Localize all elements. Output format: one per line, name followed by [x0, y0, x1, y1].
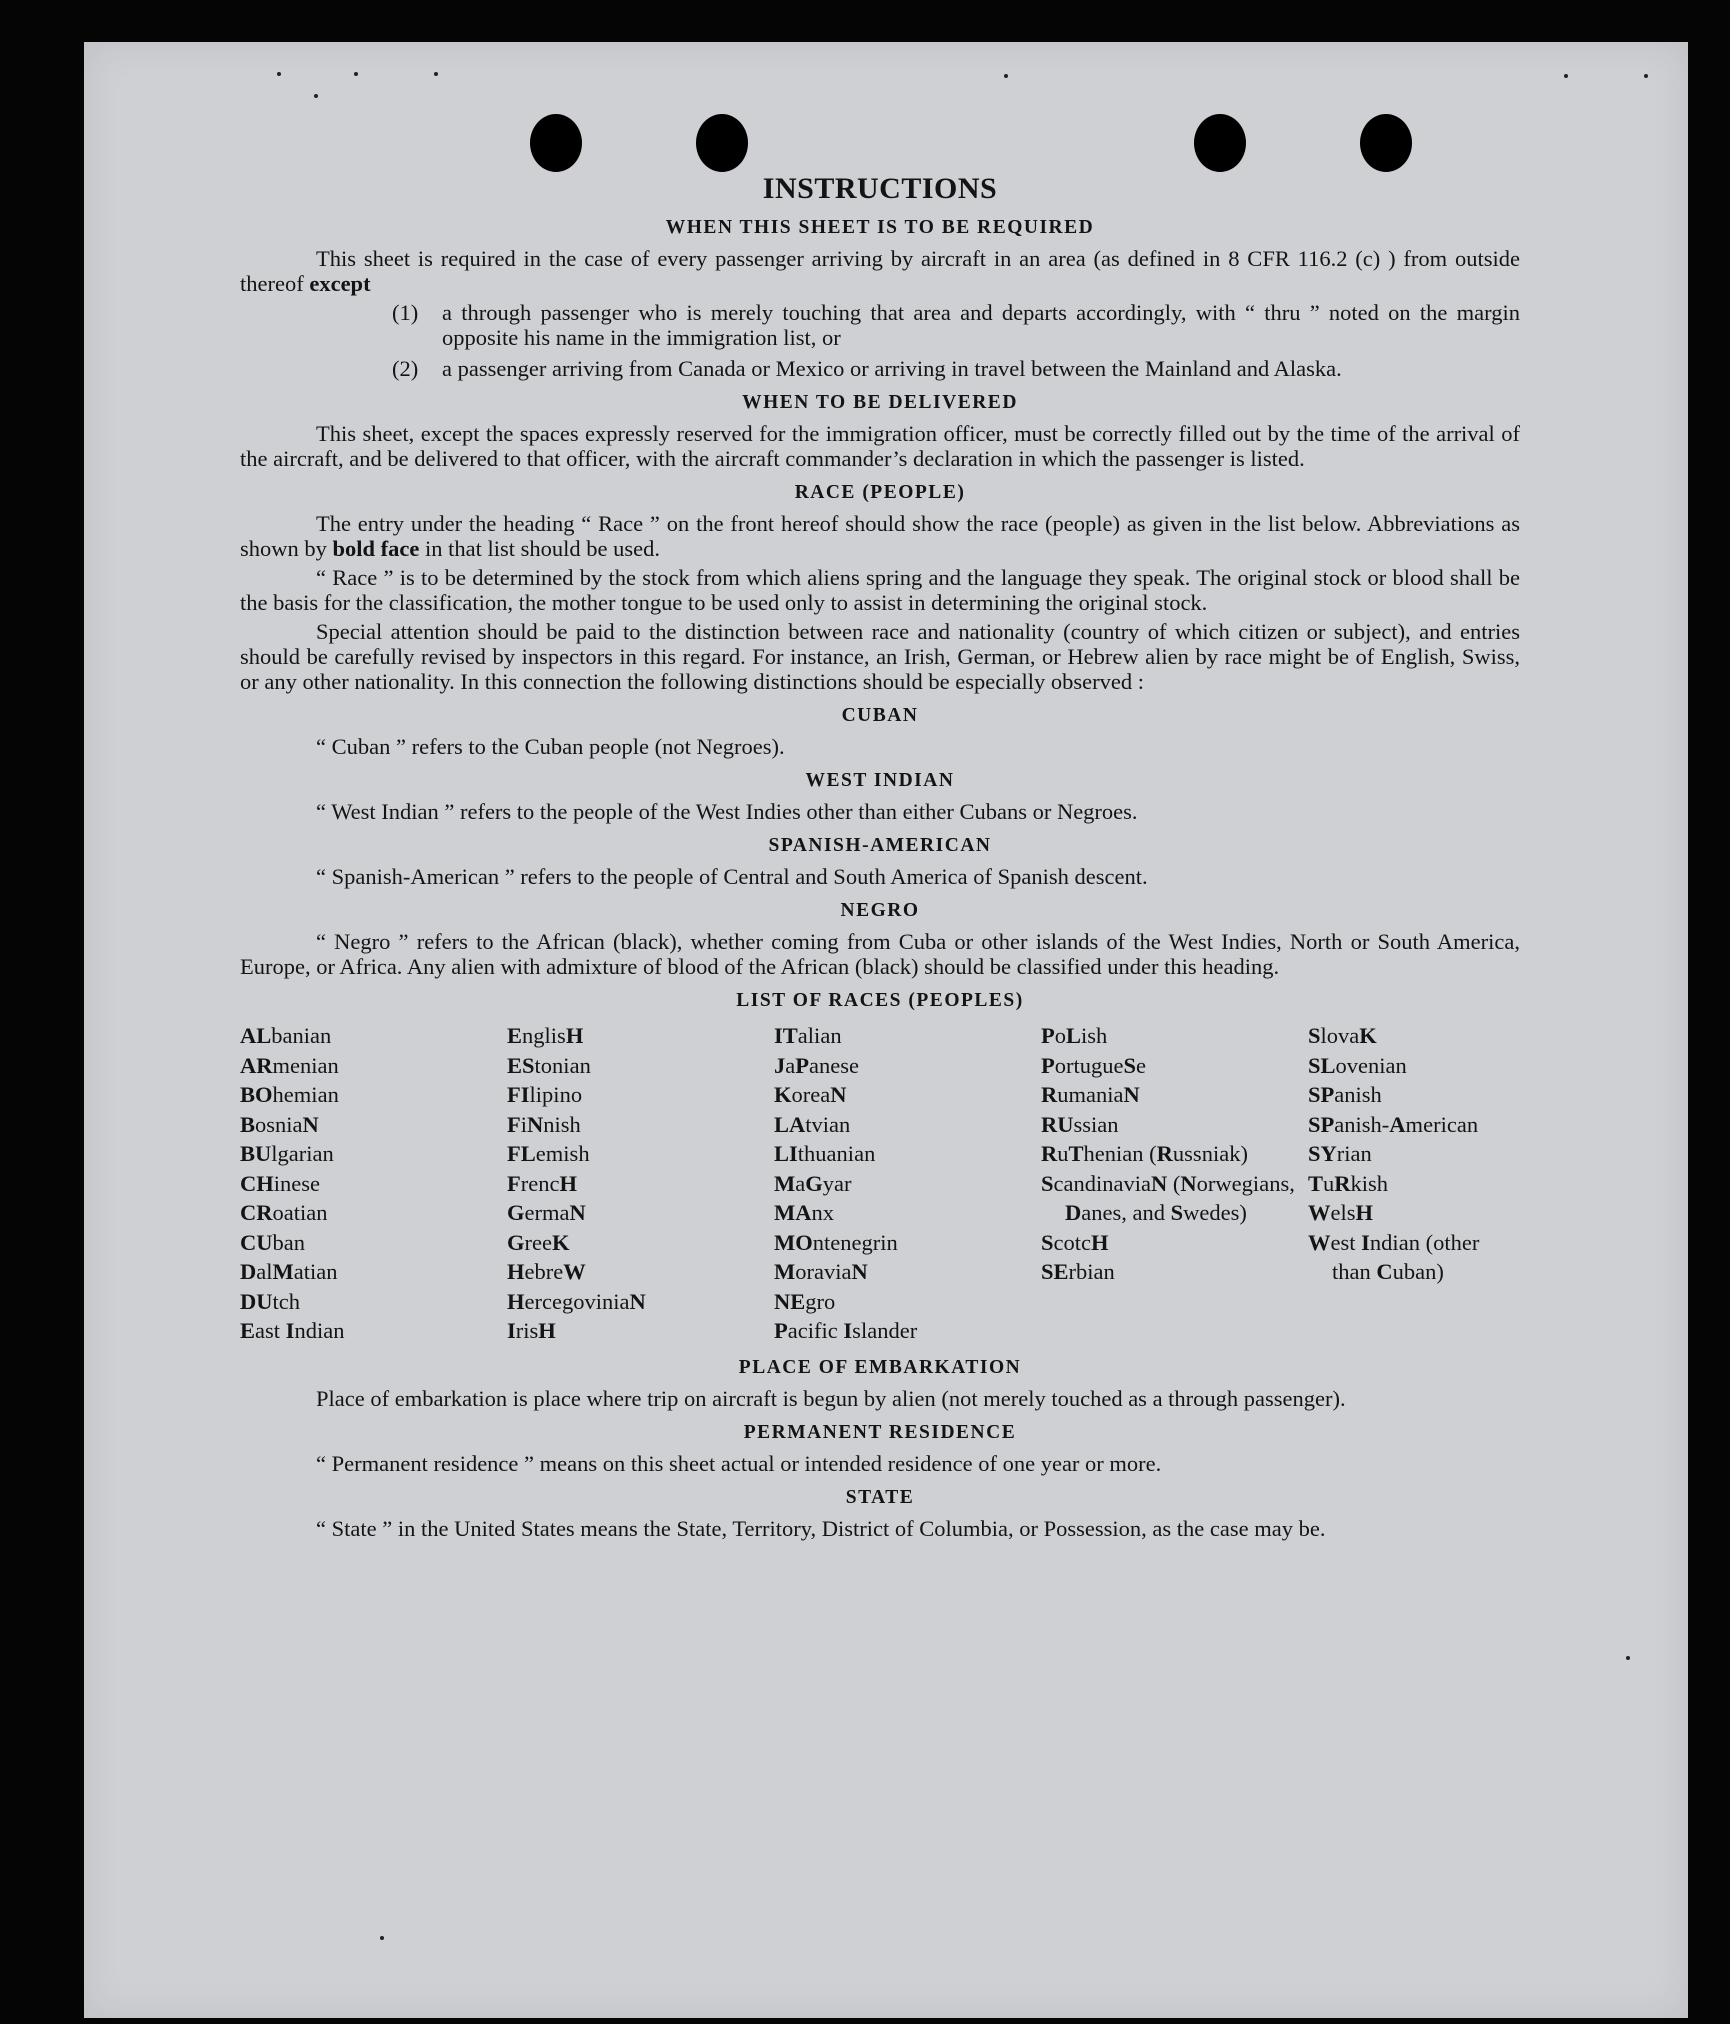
- race-entry: SPanish-American: [1308, 1111, 1479, 1137]
- race-paragraph-1: [240, 511, 1520, 561]
- race-entry: DUtch: [240, 1288, 301, 1314]
- race-entry: TuRkish: [1308, 1170, 1389, 1196]
- race-entry: DalMatian: [240, 1259, 338, 1284]
- race-entry: SLovenian: [1308, 1052, 1407, 1078]
- race-entry: Pacific Islander: [774, 1318, 918, 1343]
- heading-cuban: CUBAN: [841, 705, 919, 726]
- race-entry: RUssian: [1041, 1111, 1119, 1137]
- race-entry: MaGyar: [774, 1170, 852, 1196]
- state-text: “ State ” in the United States means the State, Territory, District of Columbia, or Possession, as the case may be.: [316, 1515, 1326, 1541]
- race-entry: ALbanian: [240, 1023, 332, 1048]
- race-entry: RuThenian (Russniak): [1041, 1141, 1248, 1166]
- cuban-text: “ Cuban ” refers to the Cuban people (not Negroes).: [316, 734, 785, 759]
- punch-hole: [696, 114, 748, 172]
- race-entry: CUban: [240, 1229, 305, 1255]
- speck: [1004, 74, 1008, 78]
- race-entry: ScandinaviaN (Norwegians, Danes, and Swedes): [1041, 1170, 1295, 1225]
- heading-permanent-residence: PERMANENT RESIDENCE: [743, 1421, 1017, 1443]
- speck: [1626, 1656, 1630, 1660]
- when-required-bold: except: [309, 271, 371, 296]
- race-entry: RumaniaN: [1041, 1082, 1140, 1107]
- race-entry: East Indian: [240, 1318, 345, 1343]
- race-paragraph-2: “ Race ” is to be determined by the stock from which aliens spring and the language they speak. The original stock or blood shall be the basis for the classification, the mother tongue to be used only to assist in determining the original stock.: [240, 565, 1520, 615]
- heading-when-required: WHEN THIS SHEET IS TO BE REQUIRED: [665, 217, 1095, 238]
- race-entry: SErbian: [1041, 1259, 1115, 1284]
- heading-race: RACE (PEOPLE): [794, 482, 966, 503]
- race-entry: FiNnish: [507, 1111, 581, 1137]
- race-entry: EnglisH: [507, 1023, 584, 1048]
- speck: [380, 1936, 384, 1940]
- speck: [314, 94, 318, 98]
- when-delivered-text: This sheet, except the spaces expressly reserved for the immigration officer, must be correctly filled out by the time of the arrival of the aircraft, and be delivered to that officer, with the aircraft commander’s declaration in which the passenger is listed.: [240, 421, 1520, 471]
- race-entry: BUlgarian: [240, 1141, 334, 1166]
- race-entry: ARmenian: [240, 1052, 339, 1078]
- race-entry: MOntenegrin: [774, 1229, 898, 1255]
- heading-when-delivered: WHEN TO BE DELIVERED: [742, 392, 1018, 413]
- heading-list-of-races: LIST OF RACES (PEOPLES): [736, 990, 1024, 1011]
- speck: [1564, 74, 1568, 78]
- document-title: INSTRUCTIONS: [762, 172, 998, 205]
- race-p1-after: in that list should be used.: [425, 536, 661, 561]
- race-entry: LIthuanian: [774, 1141, 876, 1166]
- race-p1-before: The entry under the heading “ Race ” on the front hereof should show the race (people) as given in the list below. Abbreviations as shown by: [240, 511, 1520, 561]
- west-indian-text: “ West Indian ” refers to the people of the West Indies other than either Cubans or Negroes.: [316, 799, 1138, 824]
- race-entry: GermaN: [507, 1200, 586, 1225]
- race-entry: EStonian: [507, 1052, 591, 1078]
- race-entry: GreeK: [507, 1229, 570, 1255]
- race-entry: BOhemian: [240, 1082, 339, 1107]
- speck: [354, 72, 358, 76]
- race-entry: FLemish: [507, 1141, 590, 1166]
- race-entry: NEgro: [774, 1288, 836, 1314]
- punch-hole: [530, 114, 582, 172]
- spanish-american-text: “ Spanish-American ” refers to the people of Central and South America of Spanish descent.: [316, 864, 1148, 889]
- race-entry: KoreaN: [774, 1082, 847, 1107]
- race-entry: MAnx: [774, 1200, 834, 1225]
- race-entry: FIlipino: [507, 1082, 583, 1107]
- race-entry: CRoatian: [240, 1200, 328, 1225]
- race-entry: MoraviaN: [774, 1259, 868, 1284]
- instructions-body: [240, 170, 1520, 1545]
- races-column: [1041, 1021, 1308, 1346]
- speck: [277, 72, 281, 76]
- race-entry: LAtvian: [774, 1111, 851, 1137]
- heading-negro: NEGRO: [840, 900, 920, 921]
- exception-number: (2): [392, 356, 419, 381]
- races-list: [240, 1021, 1520, 1346]
- exception-text: a passenger arriving from Canada or Mexico or arriving in travel between the Mainland and Alaska.: [442, 356, 1342, 381]
- embarkation-text: Place of embarkation is place where trip on aircraft is begun by alien (not merely touched as a through passenger).: [316, 1385, 1346, 1411]
- race-entry: BosniaN: [240, 1111, 319, 1137]
- punch-hole: [1194, 114, 1246, 172]
- race-entry: PoLish: [1041, 1023, 1108, 1048]
- race-entry: FrencH: [507, 1170, 578, 1196]
- exception-number: (1): [392, 300, 419, 325]
- heading-spanish-american: SPANISH-AMERICAN: [768, 835, 992, 856]
- when-required-text: This sheet is required in the case of every passenger arriving by aircraft in an area (as defined in 8 CFR 116.2 (c) ) from outside thereof: [240, 246, 1520, 296]
- when-required-intro: [240, 246, 1520, 296]
- race-entry: ITalian: [774, 1023, 842, 1048]
- heading-state: STATE: [845, 1486, 915, 1508]
- exception-item: [240, 356, 1520, 381]
- exception-text: a through passenger who is merely touching that area and departs accordingly, with “ thru ” noted on the margin opposite his name in the immigration list, or: [442, 300, 1520, 350]
- heading-west-indian: WEST INDIAN: [805, 770, 955, 791]
- race-entry: SPanish: [1308, 1082, 1382, 1107]
- race-paragraph-3: Special attention should be paid to the distinction between race and nationality (country of which citizen or subject), and entries should be carefully revised by inspectors in this regard. For instance, an Irish, German, or Hebrew alien by race might be of English, Swiss, or any other nationality. In this connection the following distinctions should be especially observed :: [240, 619, 1520, 694]
- race-entry: SlovaK: [1308, 1023, 1377, 1048]
- negro-text: “ Negro ” refers to the African (black), whether coming from Cuba or other islands of the West Indies, North or South America, Europe, or Africa. Any alien with admixture of blood of the African (black) should be classified under this heading.: [240, 929, 1520, 979]
- punch-hole: [1360, 114, 1412, 172]
- race-entry: ScotcH: [1041, 1229, 1109, 1255]
- race-entry: HebreW: [507, 1259, 586, 1284]
- races-column: [1308, 1021, 1520, 1346]
- race-entry: CHinese: [240, 1170, 321, 1196]
- exception-item: [240, 300, 1520, 350]
- races-column: [507, 1021, 774, 1346]
- race-entry: IrisH: [507, 1318, 556, 1343]
- speck: [1644, 74, 1648, 78]
- race-entry: SYrian: [1308, 1141, 1372, 1166]
- race-entry: PortugueSe: [1041, 1052, 1147, 1078]
- speck: [434, 72, 438, 76]
- race-entry: West Indian (other than Cuban): [1308, 1229, 1480, 1284]
- race-entry: JaPanese: [774, 1052, 860, 1078]
- race-p1-bold: bold face: [332, 536, 420, 561]
- races-column: [240, 1021, 507, 1346]
- races-column: [774, 1021, 1041, 1346]
- race-entry: HercegoviniaN: [507, 1288, 646, 1314]
- heading-embarkation: PLACE OF EMBARKATION: [738, 1356, 1022, 1378]
- race-entry: WelsH: [1308, 1200, 1374, 1225]
- residence-text: “ Permanent residence ” means on this sheet actual or intended residence of one year or more.: [316, 1450, 1162, 1476]
